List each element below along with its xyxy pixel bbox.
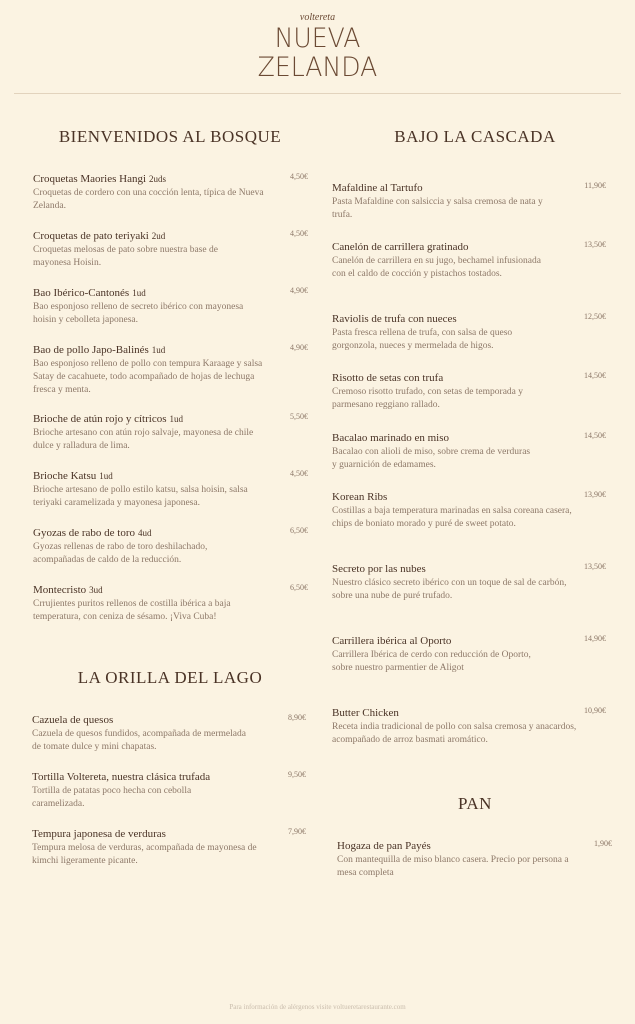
item-name: Brioche Katsu [33,470,97,482]
item-description: Croquetas melosas de pato sobre nuestra base de mayonesa Hoisin. [33,245,218,268]
item-name: Tortilla Voltereta, nuestra clásica trufada [32,771,211,783]
section-title-bosque: BIENVENIDOS AL BOSQUE [58,127,282,146]
header-divider [14,93,621,94]
menu-item [332,431,532,472]
item-price: 13,50€ [584,240,606,249]
item-description: Brioche artesano de pollo estilo katsu, salsa hoisin, salsa teriyaki caramelizada y mayonesa japonesa. [33,485,248,508]
item-price: 4,90€ [290,343,308,352]
menu-item [33,286,258,327]
item-description: Nuestro clásico secreto ibérico con un toque de sal de carbón, sobre una nube de puré trufado. [332,578,567,601]
item-description: Bao esponjoso relleno de pollo con tempura Karaage y salsa Satay de cacahuete, todo acompañado de hojas de lechuga fresca y menta. [33,359,263,395]
section-title-pan: PAN [458,794,492,813]
item-name: Secreto por las nubes [332,563,426,575]
item-price: 8,90€ [288,713,306,722]
item-price: 14,50€ [584,431,606,440]
item-price: 13,90€ [584,490,606,499]
item-price: 6,50€ [290,526,308,535]
menu-item [332,181,552,222]
item-name: Croquetas de pato teriyaki [33,230,149,242]
item-description: Con mantequilla de miso blanco casera. Precio por persona a mesa completa [337,855,569,878]
item-description: Costillas a baja temperatura marinadas en salsa coreana casera, chips de boniato morado y puré de sweet potato. [332,506,572,529]
menu-item [32,713,252,754]
item-name: Bao de pollo Japo-Balinés [33,344,149,356]
item-description: Pasta Mafaldine con salsiccia y salsa cremosa de nata y trufa. [332,197,543,220]
item-qty: 2uds [149,174,167,184]
item-description: Brioche artesano con atún rojo salvaje, mayonesa de chile dulce y ralladura de lima. [33,428,254,451]
item-name: Hogaza de pan Payés [337,840,431,852]
brand-title-line2: ZELANDA [257,52,378,83]
item-qty: 2ud [151,231,166,241]
brand-title-line1: NUEVA [274,23,361,54]
footer-allergen-note: Para información de alérgenos visite voltueretarestaurante.com [229,1003,406,1011]
item-name: Canelón de carrillera gratinado [332,241,469,253]
item-qty: 4ud [138,528,152,538]
item-qty: 1ud [99,471,113,481]
item-name: Bacalao marinado en miso [332,432,449,444]
item-name: Butter Chicken [332,707,399,719]
menu-item [332,312,557,353]
item-description: Bacalao con alioli de miso, sobre crema de verduras y guarnición de edamames. [332,447,531,470]
item-description: Bao esponjoso relleno de secreto ibérico con mayonesa hoisin y cebolleta japonesa. [33,302,244,325]
item-price: 11,90€ [584,181,606,190]
menu-item [332,562,572,603]
item-description: Carrillera Ibérica de cerdo con reducción de Oporto, sobre nuestro parmentier de Aligot [332,650,531,673]
menu-item [33,412,265,453]
item-description: Crrujientes puritos rellenos de costilla ibérica a baja temperatura, con ceniza de sésamo. ¡Viva Cuba! [33,599,231,622]
item-price: 13,50€ [584,562,606,571]
item-price: 12,50€ [584,312,606,321]
item-name: Brioche de atún rojo y cítricos [33,413,167,425]
item-name: Cazuela de quesos [32,714,114,726]
section-title-cascada: BAJO LA CASCADA [394,127,556,146]
menu-item [32,770,232,811]
item-name: Raviolis de trufa con nueces [332,313,457,325]
item-description: Tortilla de patatas poco hecha con cebolla caramelizada. [32,786,192,809]
item-price: 10,90€ [584,706,606,715]
item-price: 14,90€ [584,634,606,643]
item-price: 4,90€ [290,286,308,295]
item-price: 4,50€ [290,172,308,181]
item-qty: 1ud [132,288,146,298]
item-price: 5,50€ [290,412,308,421]
item-name: Carrillera ibérica al Oporto [332,635,452,647]
menu-item [332,240,542,281]
menu-item [33,229,253,270]
item-price: 14,50€ [584,371,606,380]
item-description: Cazuela de quesos fundidos, acompañada de mermelada de tomate dulce y mini chapatas. [32,729,246,752]
item-name: Bao Ibérico-Cantonés [33,287,130,299]
item-name: Risotto de setas con trufa [332,372,444,384]
item-description: Pasta fresca rellena de trufa, con salsa de queso gorgonzola, nueces y mermelada de higos. [332,328,513,351]
item-qty: 1ud [169,414,183,424]
menu-item [337,839,577,880]
item-description: Canelón de carrillera en su jugo, bechamel infusionada con el caldo de cocción y pistachos tostados. [332,256,541,279]
item-price: 6,50€ [290,583,308,592]
item-price: 4,50€ [290,229,308,238]
menu-item [332,490,572,531]
item-description: Cremoso risotto trufado, con setas de temporada y parmesano reggiano rallado. [332,387,524,410]
menu-item [33,172,273,213]
menu-item [33,469,273,510]
item-description: Receta india tradicional de pollo con salsa cremosa y anacardos, acompañado de arroz basmati aromático. [332,722,577,745]
item-name: Montecristo [33,584,87,596]
menu-item [332,371,532,412]
brand-logo-small: voltereta [299,12,336,23]
item-description: Gyozas rellenas de rabo de toro deshilachado, acompañadas de caldo de la reducción. [33,542,208,565]
item-price: 4,50€ [290,469,308,478]
item-name: Tempura japonesa de verduras [32,828,166,840]
item-price: 7,90€ [288,827,306,836]
menu-item [32,827,272,868]
item-name: Gyozas de rabo de toro [33,527,136,539]
item-name: Korean Ribs [332,491,388,503]
item-description: Croquetas de cordero con una cocción lenta, típica de Nueva Zelanda. [33,188,264,211]
item-price: 1,90€ [594,839,612,848]
item-qty: 1ud [151,345,166,355]
menu-item [332,706,577,747]
menu-item [33,526,258,567]
item-price: 9,50€ [288,770,306,779]
section-title-lago: LA ORILLA DEL LAGO [77,668,263,687]
item-description: Tempura melosa de verduras, acompañada de mayonesa de kimchi ligeramente picante. [32,843,257,866]
item-qty: 3ud [89,585,103,595]
item-name: Croquetas Maories Hangi [33,173,147,185]
menu-item [33,343,265,397]
menu-item [33,583,273,624]
item-name: Mafaldine al Tartufo [332,182,423,194]
menu-item [332,634,547,675]
